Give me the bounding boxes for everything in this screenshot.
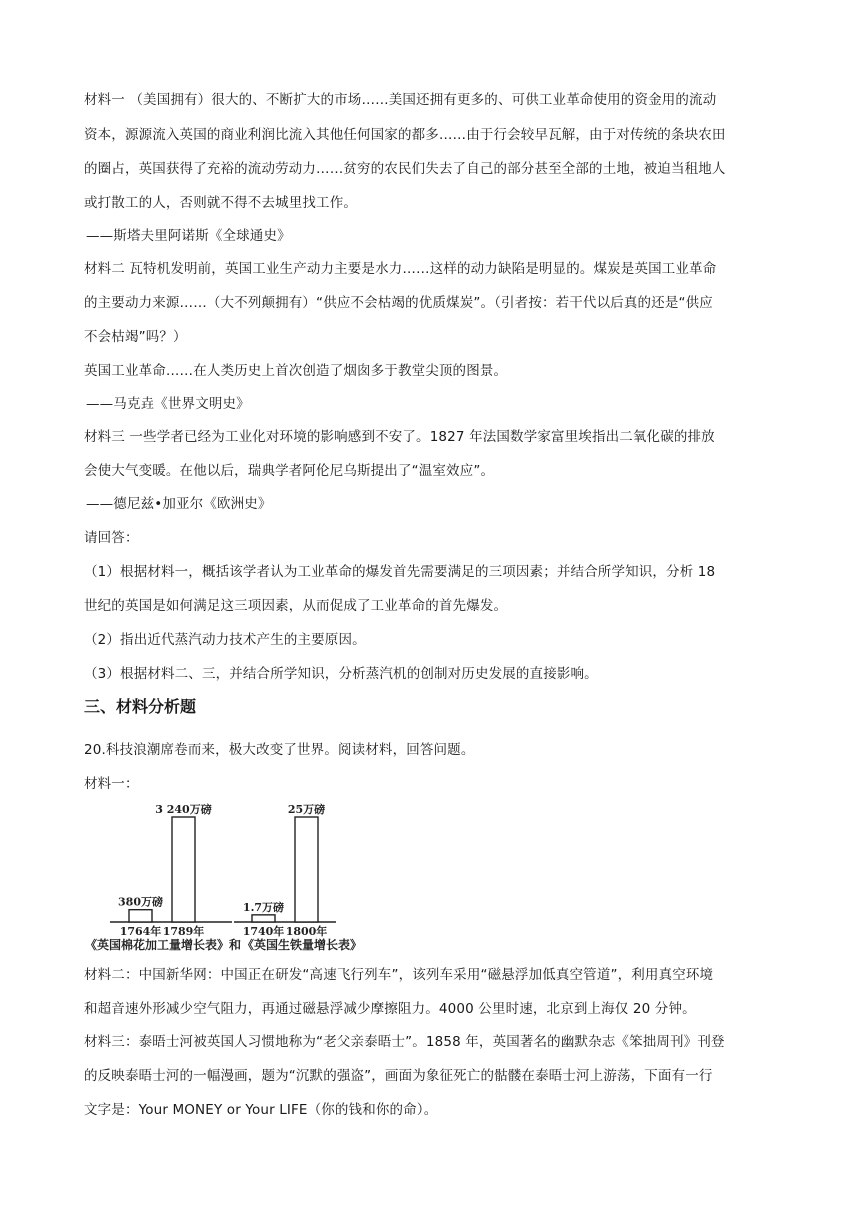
chart2-data-label-2: 25万磅 xyxy=(287,803,326,816)
material-1-source: ——斯塔夫里阿诺斯《全球通史》 xyxy=(86,228,291,244)
material-3-line: 材料三 一些学者已经为工业化对环境的影响感到不安了。1827 年法国数学家富里埃指出二氧化碳的排放 xyxy=(84,429,715,445)
chart1-data-label-1: 380万磅 xyxy=(118,895,163,909)
material-label: 材料一： xyxy=(84,776,139,792)
caption-joiner: 和 xyxy=(229,938,242,952)
chart2-data-label-1: 1.7万磅 xyxy=(242,900,285,914)
question-20: 20.科技浪潮席卷而来，极大改变了世界。阅读材料，回答问题。 xyxy=(84,742,475,758)
chart1-category-label-2: 1789年 xyxy=(162,925,205,938)
material-1-line: 资本，源源流入英国的商业利润比流入其他任何国家的都多……由于行会较早瓦解，由于对传统的条块农田 xyxy=(84,127,726,143)
material-1-line: 材料一 （美国拥有）很大的、不断扩大的市场……美国还拥有更多的、可供工业革命使用的资金用的流动 xyxy=(84,92,717,108)
material-2-line: 材料二 瓦特机发明前，英国工业生产动力主要是水力……这样的动力缺陷是明显的。煤炭是英国工业革命 xyxy=(84,261,717,277)
material-1-line: 的圈占，英国获得了充裕的流动劳动力……贫穷的农民们失去了自己的部分甚至全部的土地，被迫当租地人 xyxy=(84,161,726,177)
material-2-news-line: 材料二：中国新华网：中国正在研发“高速飞行列车”，该列车采用“磁悬浮加低真空管道”，利用真空环境 xyxy=(84,967,714,983)
chart1-category-label-1: 1764年 xyxy=(119,925,162,938)
bar-charts-svg xyxy=(84,800,384,956)
bar-charts-figure xyxy=(84,800,384,956)
chart2-category-label-1: 1740年 xyxy=(242,925,285,938)
chart1-data-label-2: 3 240万磅 xyxy=(155,803,212,816)
material-1-line: 或打散工的人，否则就不得不去城里找工作。 xyxy=(84,195,357,211)
material-3-source: ——德尼兹•加亚尔《欧洲史》 xyxy=(86,496,272,512)
chart2-bar-1 xyxy=(252,915,275,922)
material-3-line: 会使大气变暖。在他以后，瑞典学者阿伦尼乌斯提出了“温室效应”。 xyxy=(84,463,495,479)
question-line: （3）根据材料二、三，并结合所学知识，分析蒸汽机的创制对历史发展的直接影响。 xyxy=(84,666,598,682)
material-2-line: 不会枯竭”吗？） xyxy=(84,329,187,345)
question-line: 世纪的英国是如何满足这三项因素，从而促成了工业革命的首先爆发。 xyxy=(84,598,508,614)
material-2-line: 英国工业革命……在人类历史上首次创造了烟囱多于教堂尖顶的图景。 xyxy=(84,363,508,379)
material-3-thames-line: 文字是：Your MONEY or Your LIFE（你的钱和你的命）。 xyxy=(84,1102,438,1118)
question-line: （2）指出近代蒸汽动力技术产生的主要原因。 xyxy=(84,632,366,648)
chart1-bar-2 xyxy=(172,817,195,922)
chart1-title: 《英国棉花加工量增长表》 xyxy=(85,938,230,952)
question-line: （1）根据材料一，概括该学者认为工业革命的爆发首先需要满足的三项因素；并结合所学知识，分析 18 xyxy=(84,564,716,580)
chart1-bar-1 xyxy=(129,910,152,922)
chart2-bar-2 xyxy=(295,817,318,922)
material-3-thames-line: 材料三：泰晤士河被英国人习惯地称为“老父亲泰晤士”。1858 年，英国著名的幽默杂志《笨拙周刊》刊登 xyxy=(84,1034,725,1050)
chart2-title: 《英国生铁量增长表》 xyxy=(242,938,363,952)
section-heading: 三、材料分析题 xyxy=(84,697,197,716)
material-2-news-line: 和超音速外形减少空气阻力，再通过磁悬浮减少摩擦阻力。4000 公里时速，北京到上海仅 20 分钟。 xyxy=(84,1001,696,1017)
material-2-line: 的主要动力来源……（大不列颠拥有）“供应不会枯竭的优质煤炭”。（引者按：若干代以后真的还是“供应 xyxy=(84,295,713,311)
answer-prompt: 请回答： xyxy=(84,530,139,546)
material-3-thames-line: 的反映泰晤士河的一幅漫画，题为“沉默的强盗”，画面为象征死亡的骷髅在泰晤士河上游荡，下面有一行 xyxy=(84,1068,713,1084)
chart2-category-label-2: 1800年 xyxy=(285,925,328,938)
material-2-source: ——马克垚《世界文明史》 xyxy=(86,396,250,412)
